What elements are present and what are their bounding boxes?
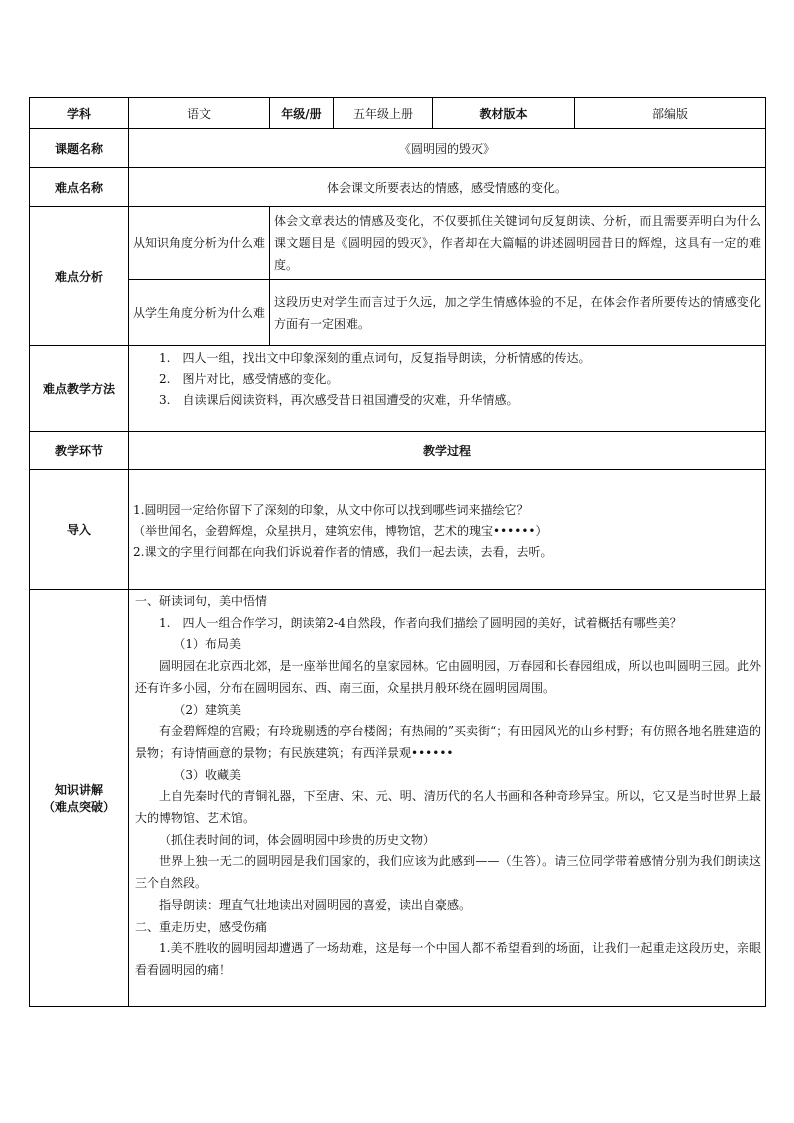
lesson-plan-table <box>29 97 766 1007</box>
lesson-title-row <box>30 129 766 168</box>
teaching-method-label: 难点教学方法 <box>30 346 129 432</box>
method-row <box>30 346 766 432</box>
student-angle-text: 这段历史对学生而言过于久远，加之学生情感体验的不足，在体会作者所要传达的情感变化方面有一定困难。 <box>270 280 766 346</box>
header-row <box>30 98 766 129</box>
subheading: （1）布局美 <box>173 637 242 652</box>
knowledge-label-line1: 知识讲解 <box>54 783 103 797</box>
teaching-stage-label: 教学环节 <box>30 432 129 470</box>
intro-line: （举世闻名，金碧辉煌，众星拱月，建筑宏伟，博物馆，艺术的瑰宝••••••） <box>133 524 548 538</box>
knowledge-angle-text: 体会文章表达的情感及变化，不仅要抓住关键词句反复朗读、分析，而且需要弄明白为什么课文题目是《圆明园的毁灭》，作者却在大篇幅的讲述圆明园昔日的辉煌，这具有一定的难度。 <box>270 207 766 280</box>
paragraph: 上自先秦时代的青铜礼器，下至唐、宋、元、明、清历代的名人书画和各种奇珍异宝。所以，它又是当时世界上最大的博物馆、艺术馆。 <box>135 789 761 826</box>
student-angle-label: 从学生角度分析为什么难 <box>129 280 270 346</box>
intro-row <box>30 470 766 590</box>
analysis-student-row <box>30 280 766 346</box>
knowledge-content <box>129 590 766 1007</box>
method-item: 1. 四人一组，找出文中印象深刻的重点词句，反复指导朗读，分析情感的传达。 <box>159 351 591 365</box>
intro-label: 导入 <box>30 470 129 590</box>
paragraph: 1.美不胜收的圆明园却遭遇了一场劫难，这是每一个中国人都不希望看到的场面，让我们一起重走这段历史，亲眼看看圆明园的痛！ <box>135 941 761 977</box>
knowledge-explain-label <box>30 590 129 1007</box>
lesson-title-value: 《圆明园的毁灭》 <box>129 129 766 168</box>
subheading: （2）建筑美 <box>173 702 242 717</box>
process-header-row <box>30 432 766 470</box>
intro-content <box>129 470 766 590</box>
paragraph: 有金碧辉煌的宫殿；有玲珑剔透的亭台楼阁；有热闹的”买卖街“；有田园风光的山乡村野；有仿照各地名胜建造的景物；有诗情画意的景物；有民族建筑；有西洋景观•••••• <box>135 724 761 760</box>
note: （抓住表时间的词，体会圆明园中珍贵的历史文物） <box>159 832 436 847</box>
subject-value: 语文 <box>129 98 270 129</box>
paragraph: 指导朗读：理直气壮地读出对圆明园的喜爱，读出自豪感。 <box>159 897 472 912</box>
difficulty-analysis-label: 难点分析 <box>30 207 129 346</box>
subheading: （3）收藏美 <box>173 767 242 782</box>
teaching-process-label: 教学过程 <box>129 432 766 470</box>
difficulty-name-row <box>30 168 766 207</box>
section-heading: 一、研读词句，美中悟情 <box>135 594 268 608</box>
paragraph: 1. 四人一组合作学习，朗读第2-4自然段，作者向我们描绘了圆明园的美好，试着概括有哪些美？ <box>159 615 682 630</box>
intro-line: 2.课文的字里行间都在向我们诉说着作者的情感，我们一起去读，去看，去听。 <box>133 545 553 559</box>
knowledge-angle-label: 从知识角度分析为什么难 <box>129 207 270 280</box>
difficulty-name-value: 体会课文所要表达的情感，感受情感的变化。 <box>129 168 766 207</box>
paragraph: 世界上独一无二的圆明园是我们国家的，我们应该为此感到——（生答）。请三位同学带着感情分别为我们朗读这三个自然段。 <box>135 854 761 891</box>
method-item: 3. 自读课后阅读资料，再次感受昔日祖国遭受的灾难，升华情感。 <box>159 393 519 407</box>
paragraph: 圆明园在北京西北郊，是一座举世闻名的皇家园林。它由圆明园，万春园和长春园组成，所以也叫圆明三园。此外还有许多小园，分布在圆明园东、西、南三面，众星拱月般环绕在圆明园周围。 <box>135 659 761 695</box>
edition-label: 教材版本 <box>433 98 575 129</box>
grade-label: 年级/册 <box>270 98 334 129</box>
section-heading: 二、重走历史，感受伤痛 <box>135 919 268 934</box>
knowledge-label-line2: （难点突破） <box>42 800 115 814</box>
knowledge-row <box>30 590 766 1007</box>
lesson-title-label: 课题名称 <box>30 129 129 168</box>
edition-value: 部编版 <box>575 98 766 129</box>
intro-line: 1.圆明园一定给你留下了深刻的印象，从文中你可以找到哪些词来描绘它？ <box>133 503 529 517</box>
difficulty-name-label: 难点名称 <box>30 168 129 207</box>
subject-label: 学科 <box>30 98 129 129</box>
method-item: 2. 图片对比，感受情感的变化。 <box>159 372 339 386</box>
teaching-method-list <box>129 346 766 432</box>
grade-value: 五年级上册 <box>334 98 433 129</box>
analysis-knowledge-row <box>30 207 766 280</box>
